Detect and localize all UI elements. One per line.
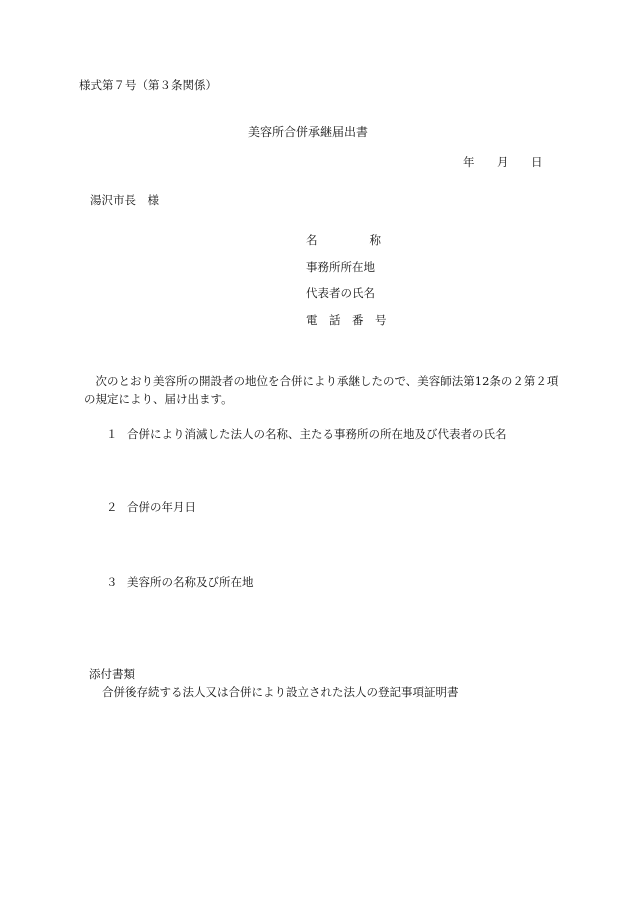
item-text: 合併により消滅した法人の名称、主たる事務所の所在地及び代表者の氏名	[127, 427, 507, 441]
phone-label: 電 話 番 号	[306, 312, 387, 327]
date-day-label: 日	[531, 155, 543, 169]
date-line	[463, 157, 543, 169]
addressee: 湯沢市長 様	[90, 193, 159, 207]
item-number: ３	[106, 575, 118, 589]
attachment-item: 合併後存続する法人又は合併により設立された法人の登記事項証明書	[102, 685, 459, 699]
document-title: 美容所合併承継届出書	[248, 125, 369, 139]
item-number: ２	[106, 500, 118, 514]
item-text: 合併の年月日	[127, 500, 196, 514]
name-label-part-2: 称	[369, 233, 381, 247]
form-number: 様式第７号（第３条関係）	[79, 78, 217, 92]
office-address-label: 事務所所在地	[306, 259, 375, 274]
item-number: １	[106, 427, 118, 441]
item-text: 美容所の名称及び所在地	[127, 575, 254, 589]
body-text: 次のとおり美容所の開設者の地位を合併により承継したので、美容師法第12条の２第２項の規定により、届け出ます。	[84, 374, 559, 406]
date-month-label: 月	[497, 155, 509, 169]
attachments-heading: 添付書類	[89, 667, 135, 681]
representative-label: 代表者の氏名	[306, 286, 375, 300]
applicant-block	[306, 235, 387, 341]
list-item	[106, 429, 507, 441]
applicant-name-label	[306, 235, 387, 262]
list-item	[106, 502, 196, 514]
list-item	[106, 577, 254, 589]
date-year-label: 年	[463, 155, 475, 169]
name-label-part-1: 名	[306, 233, 318, 247]
